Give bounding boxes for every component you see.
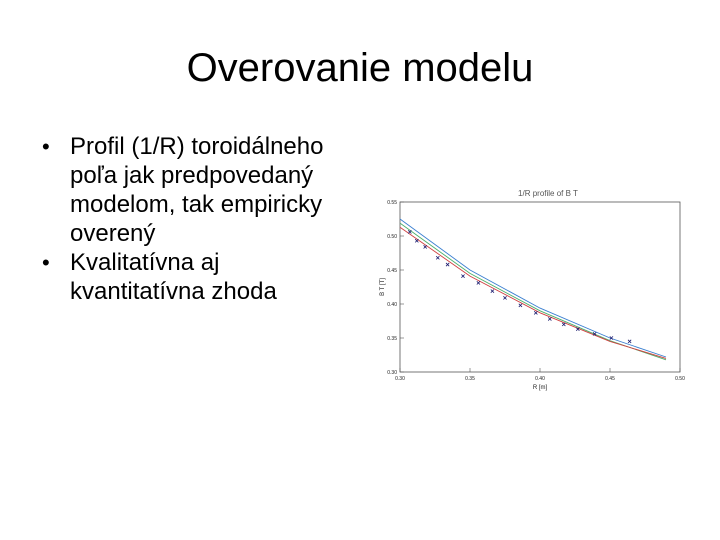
bullet-text: Profil (1/R) toroidálneho poľa jak predpovedaný modelom, tak empiricky overený <box>70 133 324 247</box>
chart-container <box>372 184 690 396</box>
y-tick-label: 0.40 <box>387 302 397 308</box>
bullet-text: Kvalitatívna aj kvantitatívna zhoda <box>70 249 277 305</box>
data-point <box>628 340 631 343</box>
bullet-item <box>42 132 352 248</box>
x-axis-title: R [m] <box>532 385 548 391</box>
x-tick-label: 0.35 <box>465 376 475 382</box>
bullet-list <box>42 132 352 306</box>
y-tick-label: 0.35 <box>387 336 397 342</box>
data-point <box>534 311 537 314</box>
data-point <box>477 281 480 284</box>
model-curves <box>400 219 666 360</box>
slide-title: Overovanie modelu <box>186 46 534 90</box>
data-point <box>436 256 439 259</box>
data-point <box>519 304 522 307</box>
data-point <box>461 275 464 278</box>
data-point <box>562 323 565 326</box>
data-point <box>491 289 494 292</box>
data-point <box>503 296 506 299</box>
model-curve-blue <box>400 219 666 357</box>
data-point <box>548 317 551 320</box>
model-curve-green <box>400 223 666 360</box>
chart-title: 1/R profile of B T <box>518 189 578 198</box>
bullet-item <box>42 248 352 306</box>
measured-points <box>408 230 631 343</box>
x-tick-label: 0.45 <box>605 376 615 382</box>
plot-area-frame <box>400 202 680 372</box>
data-point <box>446 263 449 266</box>
y-tick-label: 0.30 <box>387 370 397 376</box>
x-tick-label: 0.30 <box>395 376 405 382</box>
y-tick-label: 0.45 <box>387 268 397 274</box>
x-tick-label: 0.50 <box>675 376 685 382</box>
x-tick-label: 0.40 <box>535 376 545 382</box>
bullet-dot-icon: • <box>42 134 50 159</box>
bullet-dot-icon: • <box>42 250 50 275</box>
model-curve-red <box>400 227 666 358</box>
y-tick-label: 0.50 <box>387 234 397 240</box>
bt-profile-chart <box>372 184 690 396</box>
data-point <box>408 230 411 233</box>
data-point <box>415 239 418 242</box>
data-point <box>424 245 427 248</box>
axis-ticks <box>387 200 685 382</box>
y-axis-title: B T [T] <box>380 278 386 296</box>
y-tick-label: 0.55 <box>387 200 397 206</box>
